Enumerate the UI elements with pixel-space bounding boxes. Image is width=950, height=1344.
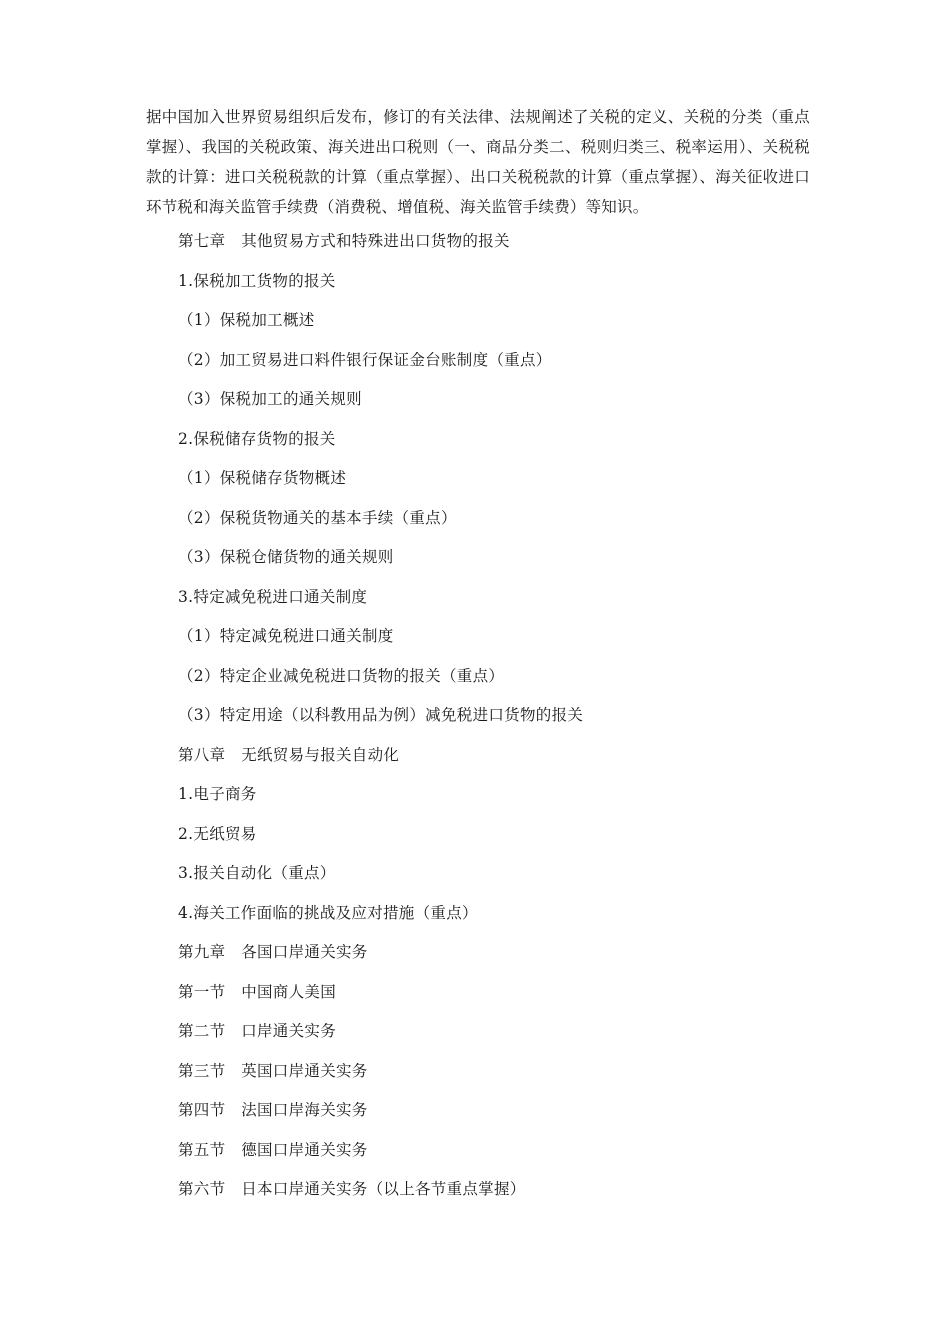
- outline-list: [178, 228, 583, 1216]
- section-item: 2.无纸贸易: [178, 824, 257, 843]
- section-item: 第四节 法国口岸海关实务: [178, 1101, 368, 1119]
- section-item: 第五节 德国口岸通关实务: [178, 1140, 368, 1159]
- subsection-item: （1）保税加工概述: [178, 311, 315, 329]
- chapter-heading: 第九章 各国口岸通关实务: [178, 943, 368, 961]
- section-item: 1.电子商务: [178, 785, 257, 803]
- subsection-item: （1）保税储存货物概述: [178, 469, 347, 487]
- subsection-item: （2）保税货物通关的基本手续（重点）: [178, 508, 457, 527]
- section-item: 第二节 口岸通关实务: [178, 1022, 337, 1040]
- section-item: 1.保税加工货物的报关: [178, 271, 336, 290]
- section-item: 第一节 中国商人美国: [178, 982, 337, 1001]
- section-item: 第六节 日本口岸通关实务（以上各节重点掌握）: [178, 1180, 526, 1198]
- chapter-heading: 第七章 其他贸易方式和特殊进出口货物的报关: [178, 232, 510, 250]
- section-item: 第三节 英国口岸通关实务: [178, 1061, 368, 1080]
- section-item: 2.保税储存货物的报关: [178, 429, 336, 448]
- subsection-item: （3）保税加工的通关规则: [178, 390, 362, 408]
- subsection-item: （3）特定用途（以科教用品为例）减免税进口货物的报关: [178, 706, 584, 724]
- subsection-item: （2）加工贸易进口料件银行保证金台账制度（重点）: [178, 350, 552, 369]
- section-item: 4.海关工作面临的挑战及应对措施（重点）: [178, 903, 478, 922]
- subsection-item: （3）保税仓储货物的通关规则: [178, 548, 394, 566]
- chapter-heading: 第八章 无纸贸易与报关自动化: [178, 745, 400, 764]
- section-item: 3.报关自动化（重点）: [178, 864, 336, 882]
- intro-paragraph: 据中国加入世界贸易组织后发布，修订的有关法律、法规阐述了关税的定义、关税的分类（重点掌握）、我国的关税政策、海关进出口税则（一、商品分类二、税则归类三、税率运用）、关税税款的计算：进口关税税款的计算（重点掌握）、出口关税税款的计算（重点掌握）、海关征收进口环节税和海关监管手续费（消费税、增值税、海关监管手续费）等知识。: [146, 108, 810, 216]
- subsection-item: （1）特定减免税进口通关制度: [178, 627, 394, 645]
- subsection-item: （2）特定企业减免税进口货物的报关（重点）: [178, 666, 505, 685]
- section-item: 3.特定减免税进口通关制度: [178, 587, 368, 606]
